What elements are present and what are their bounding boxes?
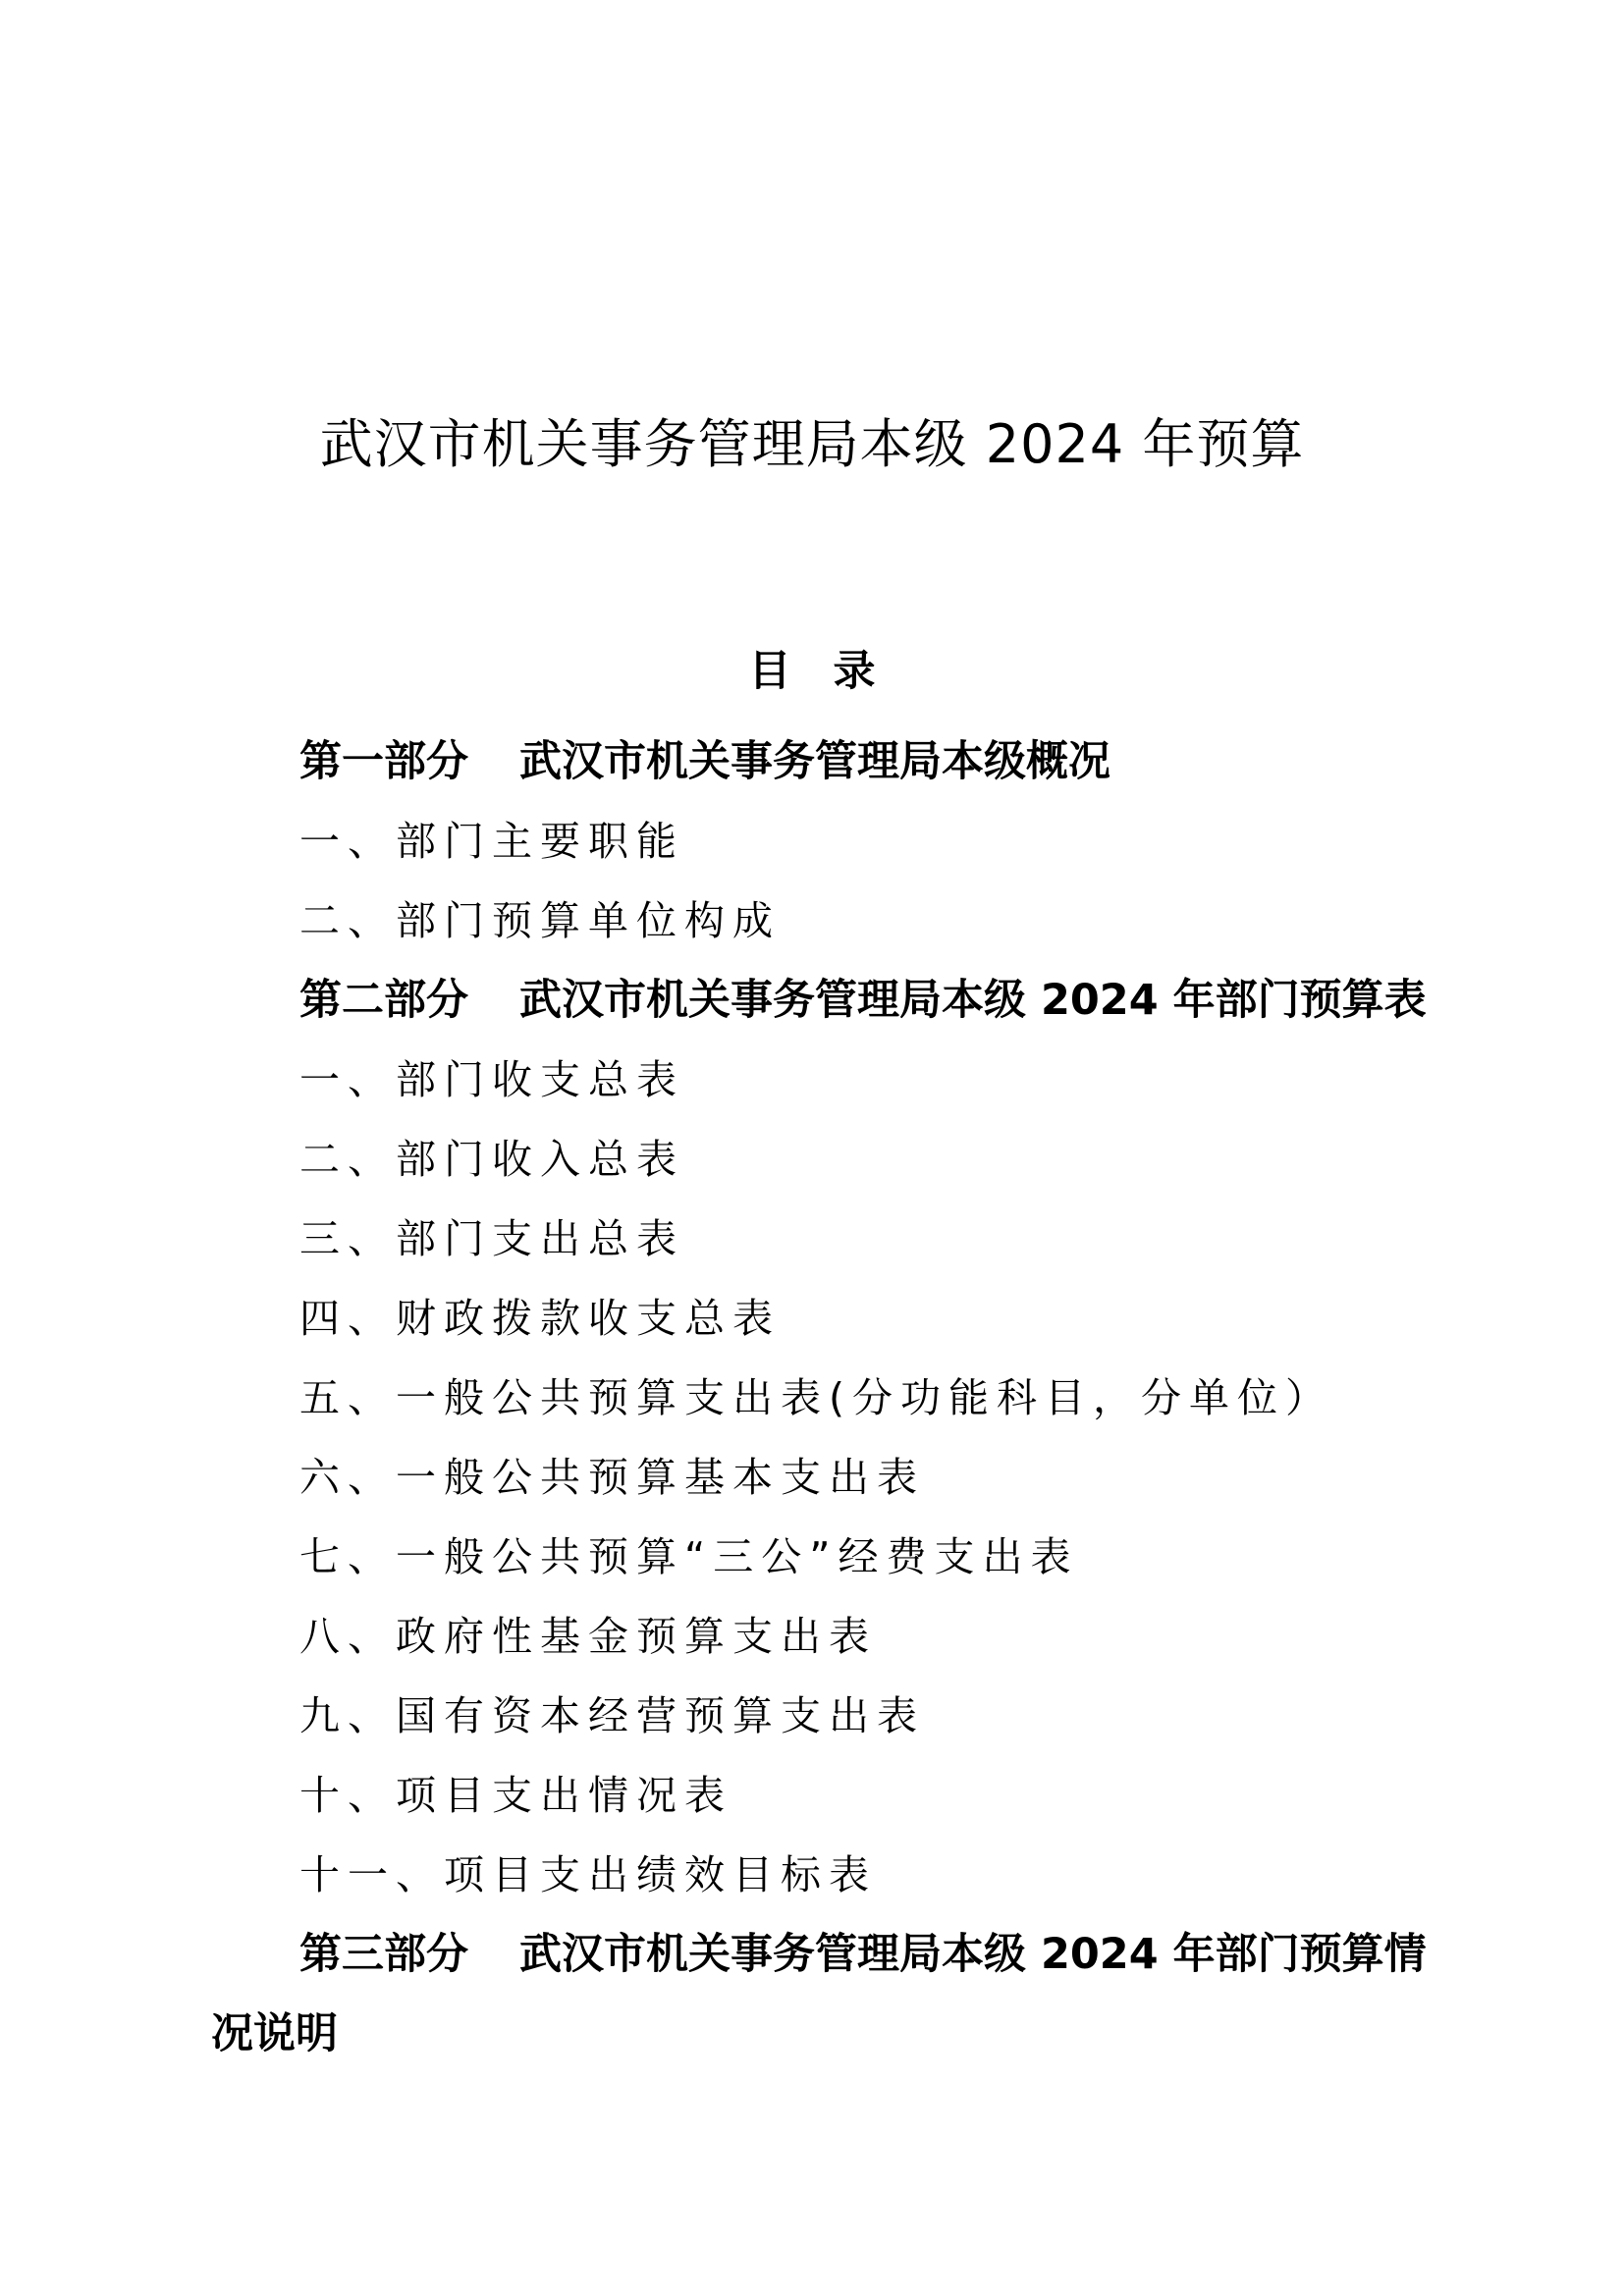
toc-part-2 bbox=[0, 961, 1624, 1041]
toc-part-1 bbox=[0, 722, 1624, 802]
toc-item: 七、一般公共预算“三公”经费支出表 bbox=[299, 1533, 1079, 1580]
toc-heading-char-1: 目 bbox=[748, 647, 791, 696]
toc-item: 一、部门主要职能 bbox=[299, 818, 684, 865]
toc-part-title: 武汉市机关事务管理局本级 2024 年部门预算表 bbox=[519, 976, 1427, 1025]
toc-item: 二、部门收入总表 bbox=[299, 1136, 684, 1183]
toc-part-label: 第一部分 bbox=[299, 737, 468, 786]
toc-part-3-line-2: 况说明 bbox=[211, 2009, 338, 2058]
toc-item: 六、一般公共预算基本支出表 bbox=[299, 1454, 925, 1501]
toc-item: 一、部门收支总表 bbox=[299, 1056, 684, 1103]
toc-item: 九、国有资本经营预算支出表 bbox=[299, 1692, 925, 1739]
toc-item: 四、财政拨款收支总表 bbox=[299, 1295, 781, 1342]
toc-part-3 bbox=[0, 1915, 1624, 2074]
toc-item: 十一、项目支出绩效目标表 bbox=[299, 1851, 877, 1898]
toc-item: 十、项目支出情况表 bbox=[299, 1772, 732, 1819]
toc-item: 五、一般公共预算支出表(分功能科目，分单位） bbox=[299, 1374, 1333, 1421]
toc-item: 三、部门支出总表 bbox=[299, 1215, 684, 1262]
toc-part-title: 武汉市机关事务管理局本级概况 bbox=[519, 737, 1110, 786]
document-title: 武汉市机关事务管理局本级 2024 年预算 bbox=[319, 413, 1305, 475]
toc-part-3-line-1 bbox=[0, 1915, 1624, 1995]
toc-part-label: 第三部分 bbox=[299, 1930, 468, 1979]
toc-item: 八、政府性基金预算支出表 bbox=[299, 1613, 877, 1660]
toc-part-label: 第二部分 bbox=[299, 976, 468, 1025]
toc-part-title: 武汉市机关事务管理局本级 2024 年部门预算情 bbox=[519, 1930, 1427, 1979]
table-of-contents bbox=[0, 722, 1624, 2074]
toc-heading bbox=[0, 642, 1624, 701]
toc-item: 二、部门预算单位构成 bbox=[299, 897, 781, 944]
toc-heading-char-2: 录 bbox=[833, 647, 876, 696]
